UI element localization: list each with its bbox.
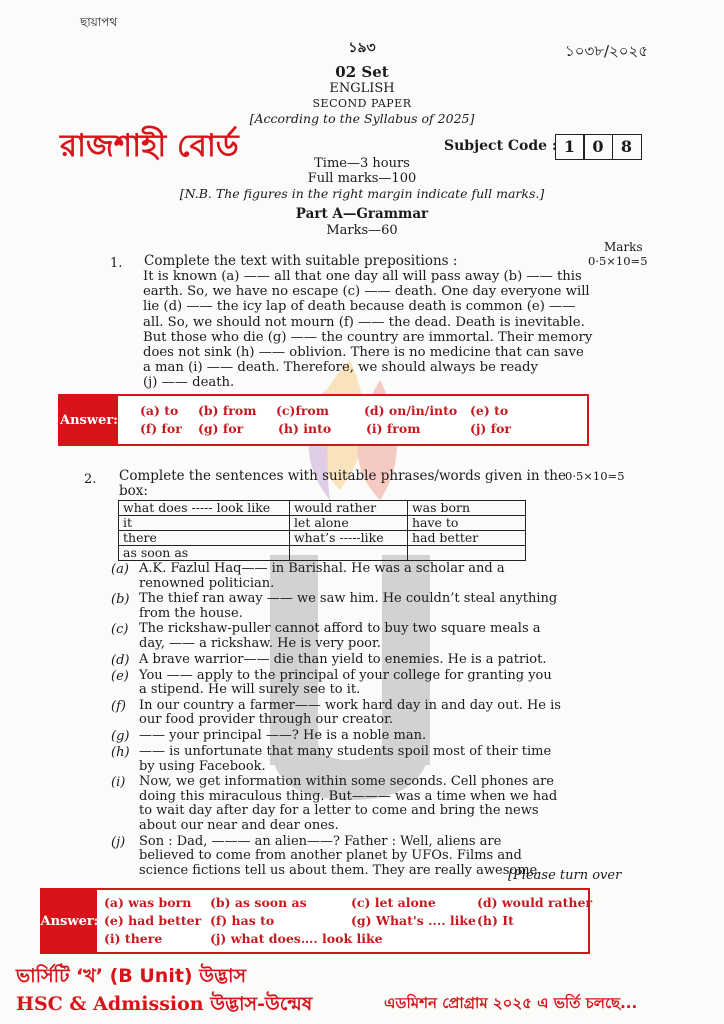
book-name: ছায়াপথ [80, 15, 118, 29]
item-text [139, 699, 561, 728]
q1-answer-box [58, 394, 589, 446]
text-line: renowned politician. [139, 575, 275, 591]
text-line: believed to come from another planet by UFOs. Films and [139, 848, 522, 864]
table-row [119, 501, 526, 516]
list-item [111, 592, 591, 621]
passage-line: It is known (a) —— all that one day all will pass away (b) —— this [143, 269, 582, 284]
phrase-cell: had better [407, 531, 525, 546]
footer-right: এডমিশন প্রোগ্রাম ২০২৫ এ ভর্তি চলছে... [384, 994, 638, 1012]
nb-note: [N.B. The figures in the right margin indicate full marks.] [179, 186, 545, 201]
q2-answer-box [40, 888, 593, 954]
item-label: (h) [111, 744, 130, 760]
answer-item: (c) let alone [351, 895, 436, 910]
subject-code-label: Subject Code : [444, 138, 558, 154]
item-text [139, 562, 505, 591]
item-label: (c) [111, 622, 129, 638]
phrase-cell: what’s -----like [289, 531, 407, 546]
text-line: about our near and dear ones. [139, 817, 339, 833]
subject-title: ENGLISH [329, 81, 395, 96]
list-item [111, 775, 591, 833]
text-line: Son : Dad, ——— an alien——? Father : Well, aliens are [139, 833, 502, 849]
q2-sentences [111, 562, 591, 879]
list-item [111, 669, 591, 698]
answer-item: (d) on/in/into [364, 403, 458, 418]
list-item [111, 562, 591, 591]
marks-heading: Marks [604, 240, 643, 254]
q1-number: 1. [110, 256, 123, 271]
answer-item: (h) It [477, 913, 514, 928]
syllabus-note: [According to the Syllabus of 2025] [249, 111, 475, 126]
item-label: (g) [111, 728, 130, 744]
answer-item: (a) to [140, 403, 179, 418]
item-label: (f) [111, 698, 126, 714]
q2-instruction-cont: box: [119, 483, 148, 499]
text-line: a stipend. He will surely see to it. [139, 682, 361, 698]
text-line: from the house. [139, 605, 243, 621]
answer-item: (a) was born [104, 895, 192, 910]
table-row [119, 531, 526, 546]
item-label: (a) [111, 562, 129, 577]
answer-item: (i) there [104, 931, 163, 946]
board-title: রাজশাহী বোর্ড [60, 128, 239, 164]
answer-item: (h) into [278, 421, 332, 436]
list-item [111, 729, 591, 744]
text-line: —— your principal ——? He is a noble man. [139, 727, 427, 743]
time-allowed: Time—3 hours [314, 156, 410, 171]
phrase-cell: have to [407, 516, 525, 531]
text-line: You —— apply to the principal of your college for granting you [139, 667, 552, 683]
part-title: Part A—Grammar [295, 206, 429, 222]
phrase-cell: what does ----- look like [119, 501, 290, 516]
full-marks: Full marks—100 [307, 171, 417, 186]
answer-item: (e) had better [104, 913, 202, 928]
text-line: our food provider through our creator. [139, 712, 393, 728]
subject-code-digit: 8 [612, 134, 642, 160]
text-line: A.K. Fazlul Haq—— in Barishal. He was a scholar and a [139, 561, 505, 576]
answer-item: (g) What's .... like [351, 913, 477, 928]
passage-line: But those who die (g) —— the country are immortal. Their memory [143, 329, 593, 345]
part-marks: Marks—60 [326, 223, 398, 238]
passage-line: does not sink (h) —— oblivion. There is no medicine that can save [143, 345, 584, 361]
q1-passage [143, 269, 592, 391]
list-item [111, 653, 591, 668]
question-code: ১০৩৮/২০২৫ [565, 42, 649, 60]
text-line: day, —— a rickshaw. He is very poor. [139, 635, 381, 651]
item-text [139, 835, 541, 879]
text-line: A brave warrior—— die than yield to enemies. He is a patriot. [139, 651, 547, 667]
text-line: doing this miraculous thing. But——— was a time when we had [139, 788, 558, 804]
text-line: science fictions tell us about them. They are really awesome. [139, 862, 542, 878]
item-text [139, 745, 551, 774]
item-text [139, 622, 541, 651]
text-line: Now, we get information within some seconds. Cell phones are [139, 774, 554, 790]
phrase-cell [407, 546, 525, 561]
item-label: (d) [111, 652, 130, 668]
item-text [139, 775, 557, 833]
passage-line: earth. So, we have no escape (c) —— death. One day everyone will [143, 284, 590, 300]
phrase-cell: was born [407, 501, 525, 516]
answer-item: (j) what does…. look like [210, 931, 383, 946]
answer-item: (f) for [140, 421, 182, 436]
answer-label: Answer: [42, 890, 97, 952]
list-item [111, 622, 591, 651]
q2-marks: 0·5×10=5 [565, 469, 625, 483]
table-row [119, 516, 526, 531]
q2-number: 2. [84, 472, 97, 487]
phrase-cell: let alone [289, 516, 407, 531]
item-text [139, 729, 426, 744]
item-label: (e) [111, 668, 129, 684]
paper-title: SECOND PAPER [312, 97, 412, 110]
text-line: The thief ran away —— we saw him. He couldn’t steal anything [139, 591, 558, 607]
passage-line: all. So, we should not mourn (f) —— the dead. Death is inevitable. [143, 314, 585, 330]
phrase-cell: as soon as [119, 546, 290, 561]
answer-item: (d) would rather [477, 895, 593, 910]
q2-instruction: Complete the sentences with suitable phrases/words given in the [119, 468, 566, 484]
list-item [111, 699, 591, 728]
text-line: by using Facebook. [139, 758, 266, 774]
text-line: In our country a farmer—— work hard day in and day out. He is [139, 697, 561, 713]
item-label: (i) [111, 775, 126, 791]
q1-marks: 0·5×10=5 [588, 254, 648, 268]
subject-code-digit: 0 [583, 134, 613, 160]
answer-item: (e) to [470, 403, 509, 418]
phrase-box [118, 500, 526, 561]
item-text [139, 592, 557, 621]
passage-line: a man (i) —— death. Therefore, we should always be ready [143, 360, 538, 376]
item-label: (b) [111, 592, 130, 608]
text-line: The rickshaw-puller cannot afford to buy two square meals a [139, 621, 541, 637]
answer-item: (j) for [470, 421, 512, 436]
set-label: 02 Set [335, 63, 389, 81]
phrase-cell: it [119, 516, 290, 531]
text-line: to wait day after day for a letter to come and bring the news [139, 803, 539, 819]
q1-instruction: Complete the text with suitable prepositions : [144, 253, 458, 269]
passage-line: lie (d) —— the icy lap of death because death is common (e) —— [143, 299, 576, 315]
answer-label: Answer: [60, 396, 118, 444]
passage-line: (j) —— death. [143, 375, 235, 391]
answer-item: (b) as soon as [210, 895, 307, 910]
item-label: (j) [111, 834, 126, 850]
answer-item: (f) has to [210, 913, 275, 928]
table-row [119, 546, 526, 561]
footer-line2: HSC & Admission উদ্ভাস-উন্মেষ [16, 993, 313, 1015]
phrase-cell: there [119, 531, 290, 546]
item-text [139, 653, 547, 668]
subject-code-digit: 1 [555, 134, 585, 160]
list-item [111, 745, 591, 774]
text-line: —— is unfortunate that many students spoil most of their time [139, 743, 552, 759]
turn-over-note: [Please turn over [508, 868, 622, 883]
answer-item: (g) for [198, 421, 244, 436]
page-number: ১৯৩ [348, 40, 376, 56]
answer-item: (i) from [366, 421, 421, 436]
phrase-cell [289, 546, 407, 561]
item-text [139, 669, 552, 698]
answer-item: (b) from [198, 403, 257, 418]
phrase-cell: would rather [289, 501, 407, 516]
answer-item: (c)from [276, 403, 329, 418]
footer-line1: ভার্সিটি ‘খ’ (B Unit) উদ্ভাস [16, 965, 247, 987]
